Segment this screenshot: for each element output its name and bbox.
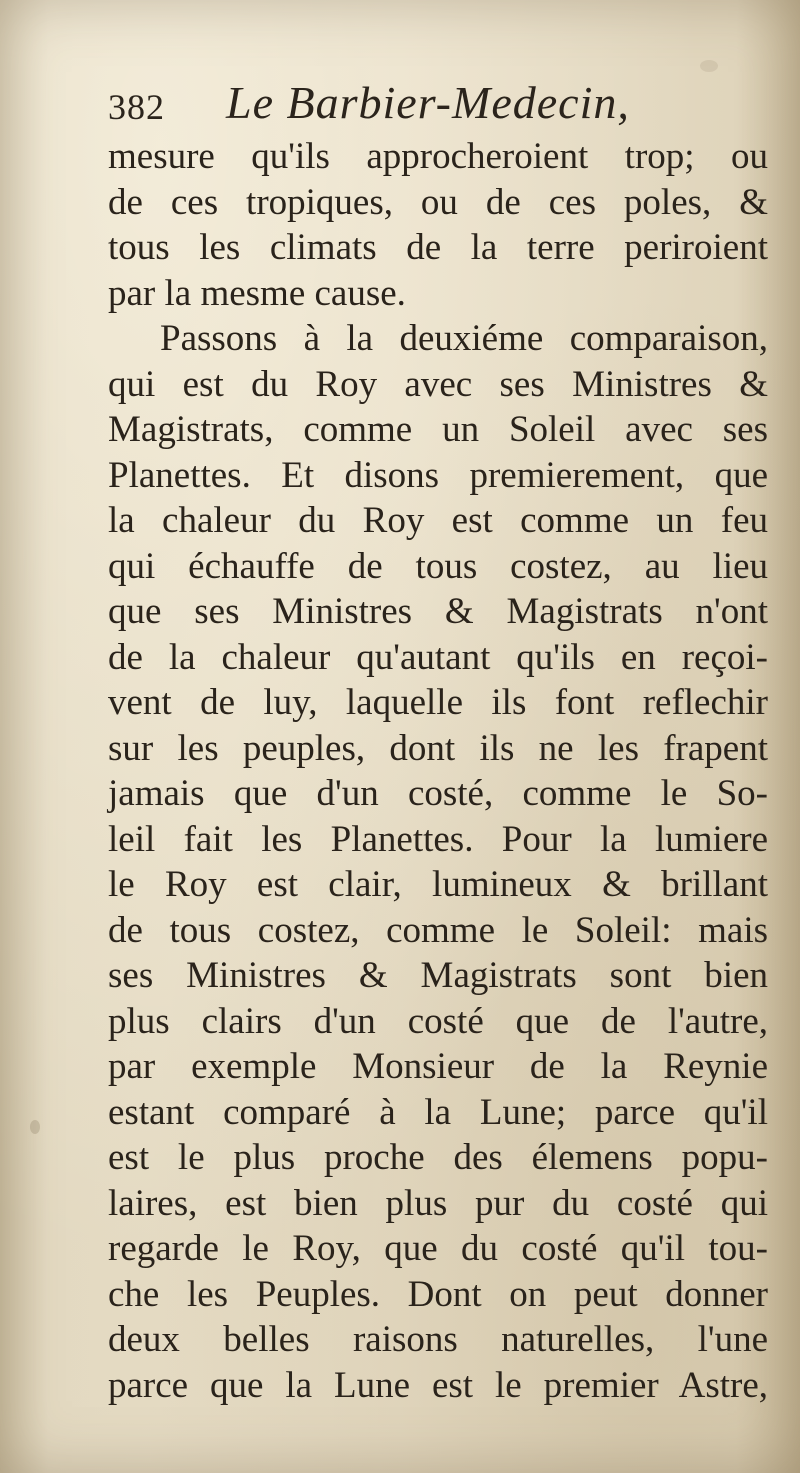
text-line: qui échauffe de tous costez, au lieu [108, 545, 768, 587]
text-line: de ces tropiques, ou de ces poles, & [108, 181, 768, 223]
text-line: par la mesme cause. [108, 272, 406, 314]
text-line: che les Peuples. Dont on peut donner [108, 1273, 768, 1315]
page-number: 382 [108, 87, 165, 127]
ink-stain [30, 1120, 40, 1134]
text-line: qui est du Roy avec ses Ministres & [108, 363, 768, 405]
text-line: sur les peuples, dont ils ne les frapent [108, 727, 768, 769]
text-line: mesure qu'ils approcheroient trop; ou [108, 136, 768, 177]
text-line: est le plus proche des élemens popu- [108, 1137, 768, 1178]
text-line: par exemple Monsieur de la Reynie [108, 1046, 768, 1087]
text-line: la chaleur du Roy est comme un feu [108, 500, 768, 541]
text-line: tous les climats de la terre periroient [108, 227, 768, 268]
text-line: de tous costez, comme le Soleil: mais [108, 909, 768, 951]
text-line: Passons à la deuxiéme comparaison, [160, 318, 768, 359]
text-line: Planettes. Et disons premierement, que [108, 454, 768, 496]
text-line: deux belles raisons naturelles, l'une [108, 1319, 768, 1360]
text-line: Magistrats, comme un Soleil avec ses [108, 409, 768, 450]
text-line: ses Ministres & Magistrats sont bien [108, 955, 768, 996]
text-line: de la chaleur qu'autant qu'ils en reçoi- [108, 636, 768, 678]
text-line: le Roy est clair, lumineux & brillant [108, 864, 768, 905]
text-line: regarde le Roy, que du costé qu'il tou- [108, 1228, 768, 1269]
body-text [108, 134, 768, 1408]
text-line: vent de luy, laquelle ils font reflechir [108, 682, 768, 723]
text-line: laires, est bien plus pur du costé qui [108, 1182, 768, 1224]
text-line: que ses Ministres & Magistrats n'ont [108, 591, 768, 632]
page-header [108, 70, 768, 130]
text-line: plus clairs d'un costé que de l'autre, [108, 1000, 768, 1042]
text-line: parce que la Lune est le premier Astre, [108, 1364, 768, 1406]
text-line: leil fait les Planettes. Pour la lumiere [108, 818, 768, 860]
text-line: estant comparé à la Lune; parce qu'il [108, 1091, 768, 1133]
text-line: jamais que d'un costé, comme le So- [108, 773, 768, 814]
running-title: Le Barbier-Medecin, [226, 77, 630, 128]
